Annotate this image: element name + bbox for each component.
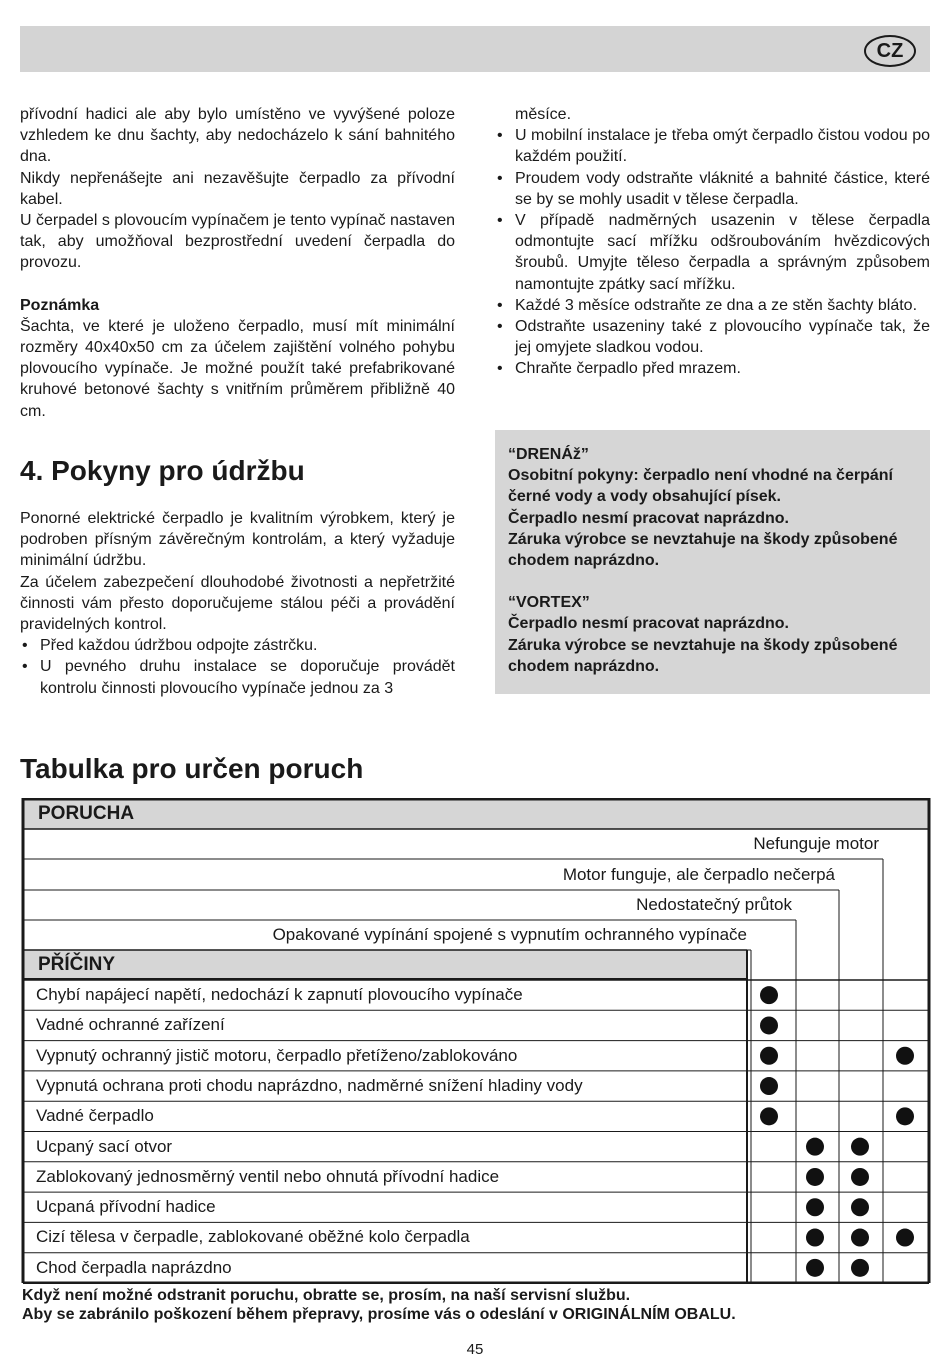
cause-label: Vadné ochranné zařízení — [36, 1015, 225, 1035]
cause-label: Ucpaná přívodní hadice — [36, 1197, 216, 1217]
cause-fault-mark — [760, 1047, 778, 1065]
cause-label: Cizí tělesa v čerpadle, zablokované oběžné kolo čerpadla — [36, 1227, 470, 1247]
fault-label: Nedostatečný průtok — [636, 895, 792, 914]
warning-line: Čerpadlo nesmí pracovat naprázdno. — [508, 509, 789, 527]
cause-fault-mark — [760, 1107, 778, 1125]
warning-line: Záruka výrobce se nevztahuje na škody způsobené chodem naprázdno. — [508, 636, 898, 675]
list-item: • U mobilní instalace je třeba omýt čerpadlo čistou vodou po každém použití. — [495, 125, 930, 167]
warning-line: Čerpadlo nesmí pracovat naprázdno. — [508, 615, 789, 633]
cause-fault-mark — [896, 1107, 914, 1125]
cause-fault-mark — [851, 1198, 869, 1216]
list-item: • Proudem vody odstraňte vláknité a bahnité částice, které se by se mohly usadit v tělese čerpadla. — [495, 168, 930, 210]
cause-fault-mark — [851, 1168, 869, 1186]
paragraph: Ponorné elektrické čerpadlo je kvalitním výrobkem, který je podroben přísným závěrečným kontrolám, a který vyžaduje minimální údržbu. — [20, 510, 455, 570]
maintenance-title: 4. Pokyny pro údržbu — [20, 455, 305, 486]
cause-fault-mark — [851, 1138, 869, 1156]
cause-label: Vadné čerpadlo — [36, 1106, 154, 1126]
footer-note — [22, 1286, 932, 1324]
cause-fault-mark — [896, 1229, 914, 1247]
left-column-text — [20, 104, 455, 422]
paragraph: U čerpadel s plovoucím vypínačem je tento vypínač nastaven tak, aby umožňoval bezprostřední uvedení čerpadla do provozu. — [20, 212, 455, 272]
cause-label: Ucpaný sací otvor — [36, 1136, 173, 1156]
page-number: 45 — [466, 1341, 484, 1358]
language-badge: CZ — [864, 35, 916, 67]
vortex-title: “VORTEX” — [508, 594, 590, 612]
maintenance-bullets-right — [495, 125, 930, 379]
troubleshooting-title: Tabulka pro určen poruch — [20, 753, 364, 784]
cause-fault-mark — [806, 1198, 824, 1216]
right-column-text — [495, 104, 930, 380]
cause-fault-mark — [806, 1229, 824, 1247]
cause-fault-mark — [806, 1168, 824, 1186]
cause-fault-mark — [851, 1229, 869, 1247]
cause-label: Chod čerpadla naprázdno — [36, 1257, 232, 1277]
list-item: • V případě nadměrných usazenin v tělese čerpadla odmontujte sací mřížku odšroubováním hvězdicových šroubů. Umyjte těleso čerpadla a správným způsobem namontujte zpátky sací mřížku. — [495, 210, 930, 295]
warning-box — [495, 430, 930, 694]
cause-fault-mark — [760, 986, 778, 1004]
cause-fault-mark — [806, 1138, 824, 1156]
cause-fault-mark — [760, 1016, 778, 1034]
fault-header: PORUCHA — [38, 803, 135, 824]
fault-label: Opakované vypínání spojené s vypnutím ochranného vypínače — [272, 925, 747, 944]
cause-fault-mark — [896, 1047, 914, 1065]
paragraph: Za účelem zabezpečení dlouhodobé životnosti a nepřetržité činnosti vám přesto doporučujeme stálou péči a provádění pravidelných kontrol. — [20, 573, 455, 634]
drenaz-title: “DRENÁž” — [508, 446, 589, 463]
list-item: • Před každou údržbou odpojte zástrčku. — [20, 635, 455, 656]
troubleshooting-table — [20, 798, 944, 1284]
list-item: • Odstraňte usazeniny také z plovoucího vypínače tak, že jej omyjete sladkou vodou. — [495, 316, 930, 358]
maintenance-bullets — [20, 635, 455, 699]
continuation-text: měsíce. — [515, 106, 572, 123]
cause-label: Chybí napájecí napětí, nedochází k zapnutí plovoucího vypínače — [36, 985, 523, 1004]
paragraph: přívodní hadici ale aby bylo umístěno ve vyvýšené poloze vzhledem ke dnu šachty, aby nedocházelo k sání bahnitého dna. — [20, 106, 455, 166]
cause-fault-mark — [760, 1077, 778, 1095]
cause-label: Vypnutá ochrana proti chodu naprázdno, nadměrné snížení hladiny vody — [36, 1075, 583, 1095]
list-item: • U pevného druhu instalace se doporučuje provádět kontrolu činnosti plovoucího vypínače jednou za 3 — [20, 656, 455, 698]
header-bar — [20, 26, 930, 72]
note-title: Poznámka — [20, 296, 100, 314]
fault-label: Nefunguje motor — [753, 834, 879, 853]
footer-line: Aby se zabránilo poškození během přepravy, prosíme vás o odeslání v ORIGINÁLNÍM OBALU. — [22, 1306, 736, 1323]
paragraph: Nikdy nepřenášejte ani nezavěšujte čerpadlo za přívodní kabel. — [20, 169, 455, 208]
footer-line: Když není možné odstranit poruchu, obratte se, prosím, na naší servisní službu. — [22, 1287, 631, 1304]
list-item: • Každé 3 měsíce odstraňte ze dna a ze stěn šachty bláto. — [495, 295, 930, 316]
cause-header: PŘÍČINY — [38, 954, 116, 975]
cause-fault-mark — [851, 1259, 869, 1277]
list-item: • Chraňte čerpadlo před mrazem. — [495, 358, 930, 379]
warning-line: Osobitní pokyny: čerpadlo není vhodné na čerpání černé vody a vody obsahující písek. — [508, 467, 893, 506]
cause-fault-mark — [806, 1259, 824, 1277]
warning-line: Záruka výrobce se nevztahuje na škody způsobené chodem naprázdno. — [508, 530, 898, 570]
cause-label: Vypnutý ochranný jistič motoru, čerpadlo přetíženo/zablokováno — [36, 1045, 518, 1065]
note-text: Šachta, ve které je uloženo čerpadlo, musí mít minimální rozměry 40x40x50 cm za účelem zajištění volného pohybu plovoucího vypínače. Je možné použít také prefabrikované kruhové betonové šachty s vnitřním průměrem přibližně 40 cm. — [20, 317, 455, 420]
maintenance-text — [20, 508, 455, 699]
cause-label: Zablokovaný jednosměrný ventil nebo ohnutá přívodní hadice — [36, 1166, 500, 1186]
fault-label: Motor funguje, ale čerpadlo nečerpá — [562, 865, 835, 884]
